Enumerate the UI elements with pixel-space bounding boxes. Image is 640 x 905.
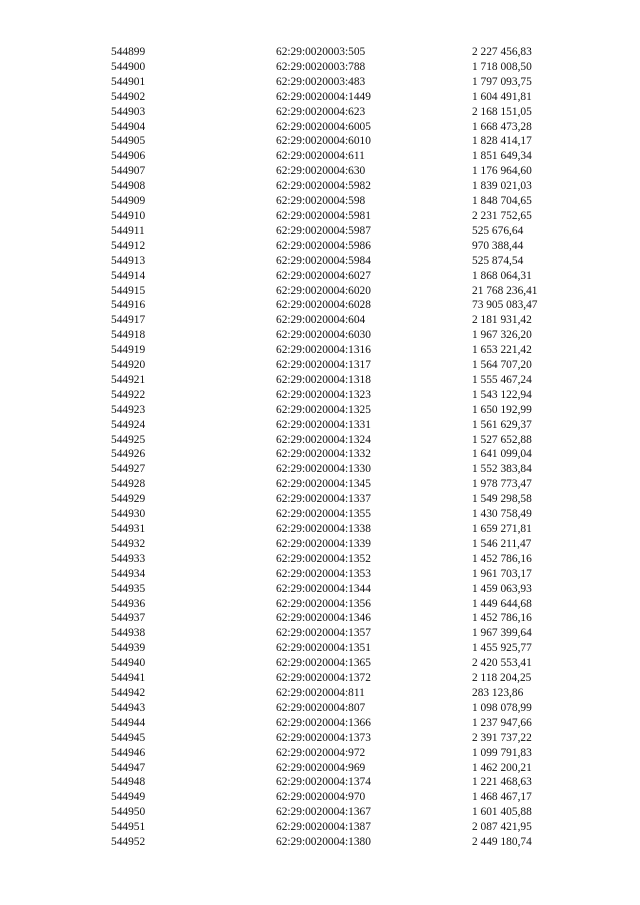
- table-row: [0, 328, 640, 343]
- cadastral-value: 1 839 021,03: [472, 180, 532, 193]
- row-number: 544933: [111, 552, 146, 565]
- cadastral-value: 1 564 707,20: [472, 359, 532, 372]
- table-row: [0, 522, 640, 537]
- row-number: 544899: [111, 46, 146, 58]
- cadastral-value: 1 430 758,49: [472, 508, 532, 521]
- row-number: 544940: [111, 657, 146, 670]
- cadastral-value: 2 118 204,25: [472, 672, 532, 685]
- table-row: [0, 105, 640, 120]
- table-row: [0, 60, 640, 75]
- cadastral-number: 62:29:0020004:1324: [276, 433, 371, 446]
- row-number: 544925: [111, 433, 146, 446]
- cadastral-number: 62:29:0020004:598: [276, 195, 366, 208]
- row-number: 544912: [111, 239, 146, 252]
- cadastral-number: 62:29:0020004:604: [276, 314, 366, 327]
- table-row: [0, 746, 640, 761]
- cadastral-number: 62:29:0020004:1346: [276, 612, 371, 625]
- table-row: [0, 835, 640, 850]
- cadastral-number: 62:29:0020004:1337: [276, 493, 371, 506]
- cadastral-value: 1 641 099,04: [472, 448, 532, 461]
- cadastral-number: 62:29:0020004:1372: [276, 672, 371, 685]
- cadastral-value: 2 087 421,95: [472, 821, 532, 834]
- row-number: 544902: [111, 90, 146, 103]
- cadastral-number: 62:29:0020004:1318: [276, 373, 371, 386]
- cadastral-value: 1 601 405,88: [472, 806, 532, 819]
- row-number: 544901: [111, 75, 146, 88]
- table-row: [0, 641, 640, 656]
- cadastral-number: 62:29:0020004:1339: [276, 537, 371, 550]
- row-number: 544945: [111, 731, 146, 744]
- row-number: 544908: [111, 180, 146, 193]
- cadastral-value: 1 527 652,88: [472, 433, 532, 446]
- table-row: [0, 209, 640, 224]
- row-number: 544936: [111, 597, 146, 610]
- cadastral-value: 1 455 925,77: [472, 642, 532, 655]
- cadastral-value: 283 123,86: [472, 686, 524, 699]
- table-row: [0, 254, 640, 269]
- cadastral-value: 525 676,64: [472, 224, 524, 237]
- cadastral-value: 2 449 180,74: [472, 836, 532, 849]
- cadastral-value: 1 099 791,83: [472, 746, 532, 759]
- cadastral-value: 2 231 752,65: [472, 209, 532, 222]
- row-number: 544943: [111, 701, 146, 714]
- table-row: [0, 537, 640, 552]
- cadastral-number: 62:29:0020003:788: [276, 60, 366, 73]
- cadastral-value: 525 874,54: [472, 254, 524, 267]
- table-row: [0, 45, 640, 60]
- row-number: 544935: [111, 582, 146, 595]
- cadastral-value: 21 768 236,41: [472, 284, 538, 297]
- cadastral-number: 62:29:0020003:483: [276, 75, 366, 88]
- row-number: 544913: [111, 254, 146, 267]
- row-number: 544948: [111, 776, 146, 789]
- table-row: [0, 790, 640, 805]
- row-number: 544900: [111, 60, 146, 73]
- cadastral-number: 62:29:0020004:1374: [276, 776, 371, 789]
- table-row: [0, 120, 640, 135]
- table-row: [0, 373, 640, 388]
- cadastral-number: 62:29:0020004:1330: [276, 463, 371, 476]
- row-number: 544917: [111, 314, 146, 327]
- cadastral-value: 1 668 473,28: [472, 120, 532, 133]
- row-number: 544916: [111, 299, 146, 312]
- table-row: [0, 775, 640, 790]
- row-number: 544941: [111, 672, 146, 685]
- cadastral-number: 62:29:0020004:1352: [276, 552, 371, 565]
- cadastral-number: 62:29:0020004:1317: [276, 359, 371, 372]
- table-row: [0, 507, 640, 522]
- table-row: [0, 567, 640, 582]
- cadastral-number: 62:29:0020004:1323: [276, 388, 371, 401]
- table-row: [0, 716, 640, 731]
- cadastral-number: 62:29:0020004:1387: [276, 821, 371, 834]
- data-table: [0, 45, 640, 850]
- table-row: [0, 611, 640, 626]
- table-row: [0, 403, 640, 418]
- table-row: [0, 582, 640, 597]
- cadastral-value: 1 237 947,66: [472, 716, 532, 729]
- cadastral-number: 62:29:0020004:1357: [276, 627, 371, 640]
- cadastral-number: 62:29:0020004:6030: [276, 329, 371, 342]
- table-row: [0, 805, 640, 820]
- table-row: [0, 597, 640, 612]
- cadastral-value: 1 449 644,68: [472, 597, 532, 610]
- row-number: 544924: [111, 418, 146, 431]
- table-row: [0, 477, 640, 492]
- table-row: [0, 820, 640, 835]
- cadastral-value: 1 098 078,99: [472, 701, 532, 714]
- cadastral-number: 62:29:0020004:1356: [276, 597, 371, 610]
- cadastral-number: 62:29:0020004:6028: [276, 299, 371, 312]
- cadastral-value: 2 391 737,22: [472, 731, 532, 744]
- cadastral-number: 62:29:0020004:1332: [276, 448, 371, 461]
- cadastral-value: 1 176 964,60: [472, 165, 532, 178]
- row-number: 544931: [111, 523, 146, 535]
- cadastral-value: 1 221 468,63: [472, 776, 532, 789]
- cadastral-number: 62:29:0020004:969: [276, 761, 366, 774]
- cadastral-number: 62:29:0020004:5984: [276, 254, 371, 267]
- row-number: 544947: [111, 761, 146, 774]
- cadastral-number: 62:29:0020004:1345: [276, 478, 371, 491]
- row-number: 544926: [111, 448, 146, 461]
- row-number: 544942: [111, 686, 146, 699]
- cadastral-value: 1 659 271,81: [472, 523, 532, 535]
- table-row: [0, 761, 640, 776]
- cadastral-value: 1 546 211,47: [472, 537, 532, 550]
- table-row: [0, 224, 640, 239]
- cadastral-value: 1 851 649,34: [472, 150, 532, 163]
- cadastral-number: 62:29:0020004:1325: [276, 403, 371, 416]
- cadastral-value: 2 168 151,05: [472, 105, 532, 118]
- cadastral-number: 62:29:0020004:1380: [276, 836, 371, 849]
- row-number: 544934: [111, 567, 146, 580]
- table-row: [0, 75, 640, 90]
- table-row: [0, 701, 640, 716]
- cadastral-value: 2 420 553,41: [472, 657, 532, 670]
- cadastral-number: 62:29:0020004:6005: [276, 120, 371, 133]
- row-number: 544952: [111, 836, 146, 849]
- table-row: [0, 269, 640, 284]
- cadastral-number: 62:29:0020004:1367: [276, 806, 371, 819]
- table-row: [0, 149, 640, 164]
- cadastral-number: 62:29:0020004:1331: [276, 418, 371, 431]
- cadastral-value: 970 388,44: [472, 239, 524, 252]
- row-number: 544920: [111, 359, 146, 372]
- cadastral-value: 1 828 414,17: [472, 135, 532, 148]
- cadastral-value: 1 797 093,75: [472, 75, 532, 88]
- row-number: 544915: [111, 284, 146, 297]
- cadastral-value: 1 653 221,42: [472, 344, 532, 357]
- row-number: 544930: [111, 508, 146, 521]
- cadastral-value: 1 718 008,50: [472, 60, 532, 73]
- cadastral-value: 2 227 456,83: [472, 46, 532, 58]
- row-number: 544949: [111, 791, 146, 804]
- cadastral-value: 2 181 931,42: [472, 314, 532, 327]
- cadastral-number: 62:29:0020004:1355: [276, 508, 371, 521]
- cadastral-number: 62:29:0020004:972: [276, 746, 366, 759]
- cadastral-value: 73 905 083,47: [472, 299, 538, 312]
- cadastral-value: 1 555 467,24: [472, 373, 532, 386]
- row-number: 544937: [111, 612, 146, 625]
- row-number: 544950: [111, 806, 146, 819]
- table-row: [0, 731, 640, 746]
- cadastral-number: 62:29:0020004:811: [276, 686, 365, 699]
- table-row: [0, 388, 640, 403]
- table-row: [0, 284, 640, 299]
- table-row: [0, 164, 640, 179]
- cadastral-value: 1 543 122,94: [472, 388, 532, 401]
- table-row: [0, 90, 640, 105]
- cadastral-number: 62:29:0020004:1316: [276, 344, 371, 357]
- row-number: 544944: [111, 716, 146, 729]
- row-number: 544927: [111, 463, 146, 476]
- table-row: [0, 179, 640, 194]
- row-number: 544914: [111, 269, 146, 282]
- cadastral-number: 62:29:0020004:6010: [276, 135, 371, 148]
- cadastral-value: 1 978 773,47: [472, 478, 532, 491]
- cadastral-number: 62:29:0020004:1449: [276, 90, 371, 103]
- table-row: [0, 492, 640, 507]
- table-row: [0, 552, 640, 567]
- table-row: [0, 447, 640, 462]
- table-row: [0, 134, 640, 149]
- cadastral-number: 62:29:0020004:5986: [276, 239, 371, 252]
- cadastral-value: 1 549 298,58: [472, 493, 532, 506]
- table-row: [0, 313, 640, 328]
- cadastral-value: 1 452 786,16: [472, 612, 532, 625]
- cadastral-number: 62:29:0020004:5987: [276, 224, 371, 237]
- row-number: 544909: [111, 195, 146, 208]
- cadastral-value: 1 961 703,17: [472, 567, 532, 580]
- row-number: 544904: [111, 120, 146, 133]
- cadastral-value: 1 604 491,81: [472, 90, 532, 103]
- cadastral-value: 1 967 326,20: [472, 329, 532, 342]
- table-row: [0, 626, 640, 641]
- row-number: 544939: [111, 642, 146, 655]
- cadastral-number: 62:29:0020004:5981: [276, 209, 371, 222]
- cadastral-value: 1 552 383,84: [472, 463, 532, 476]
- cadastral-value: 1 452 786,16: [472, 552, 532, 565]
- cadastral-value: 1 459 063,93: [472, 582, 532, 595]
- cadastral-number: 62:29:0020004:1366: [276, 716, 371, 729]
- cadastral-number: 62:29:0020004:1344: [276, 582, 371, 595]
- row-number: 544905: [111, 135, 146, 148]
- cadastral-number: 62:29:0020004:630: [276, 165, 366, 178]
- cadastral-number: 62:29:0020004:1373: [276, 731, 371, 744]
- table-row: [0, 433, 640, 448]
- row-number: 544907: [111, 165, 146, 178]
- cadastral-number: 62:29:0020004:611: [276, 150, 365, 163]
- table-row: [0, 671, 640, 686]
- row-number: 544929: [111, 493, 146, 506]
- cadastral-value: 1 462 200,21: [472, 761, 532, 774]
- cadastral-value: 1 967 399,64: [472, 627, 532, 640]
- row-number: 544911: [111, 224, 145, 237]
- row-number: 544903: [111, 105, 146, 118]
- table-row: [0, 656, 640, 671]
- row-number: 544923: [111, 403, 146, 416]
- cadastral-number: 62:29:0020004:970: [276, 791, 366, 804]
- row-number: 544919: [111, 344, 146, 357]
- row-number: 544918: [111, 329, 146, 342]
- cadastral-value: 1 868 064,31: [472, 269, 532, 282]
- row-number: 544932: [111, 537, 146, 550]
- table-row: [0, 462, 640, 477]
- cadastral-number: 62:29:0020004:6027: [276, 269, 371, 282]
- cadastral-value: 1 561 629,37: [472, 418, 532, 431]
- table-row: [0, 298, 640, 313]
- cadastral-value: 1 848 704,65: [472, 195, 532, 208]
- cadastral-number: 62:29:0020004:807: [276, 701, 366, 714]
- cadastral-value: 1 468 467,17: [472, 791, 532, 804]
- cadastral-number: 62:29:0020004:5982: [276, 180, 371, 193]
- table-row: [0, 343, 640, 358]
- row-number: 544910: [111, 209, 146, 222]
- cadastral-number: 62:29:0020003:505: [276, 46, 366, 58]
- row-number: 544922: [111, 388, 146, 401]
- row-number: 544951: [111, 821, 146, 834]
- cadastral-number: 62:29:0020004:1338: [276, 523, 371, 535]
- row-number: 544906: [111, 150, 146, 163]
- cadastral-number: 62:29:0020004:623: [276, 105, 366, 118]
- table-row: [0, 686, 640, 701]
- row-number: 544921: [111, 373, 146, 386]
- row-number: 544946: [111, 746, 146, 759]
- table-row: [0, 194, 640, 209]
- cadastral-number: 62:29:0020004:1365: [276, 657, 371, 670]
- row-number: 544938: [111, 627, 146, 640]
- row-number: 544928: [111, 478, 146, 491]
- cadastral-value: 1 650 192,99: [472, 403, 532, 416]
- table-row: [0, 239, 640, 254]
- table-row: [0, 358, 640, 373]
- cadastral-number: 62:29:0020004:1351: [276, 642, 371, 655]
- table-row: [0, 418, 640, 433]
- cadastral-number: 62:29:0020004:1353: [276, 567, 371, 580]
- cadastral-number: 62:29:0020004:6020: [276, 284, 371, 297]
